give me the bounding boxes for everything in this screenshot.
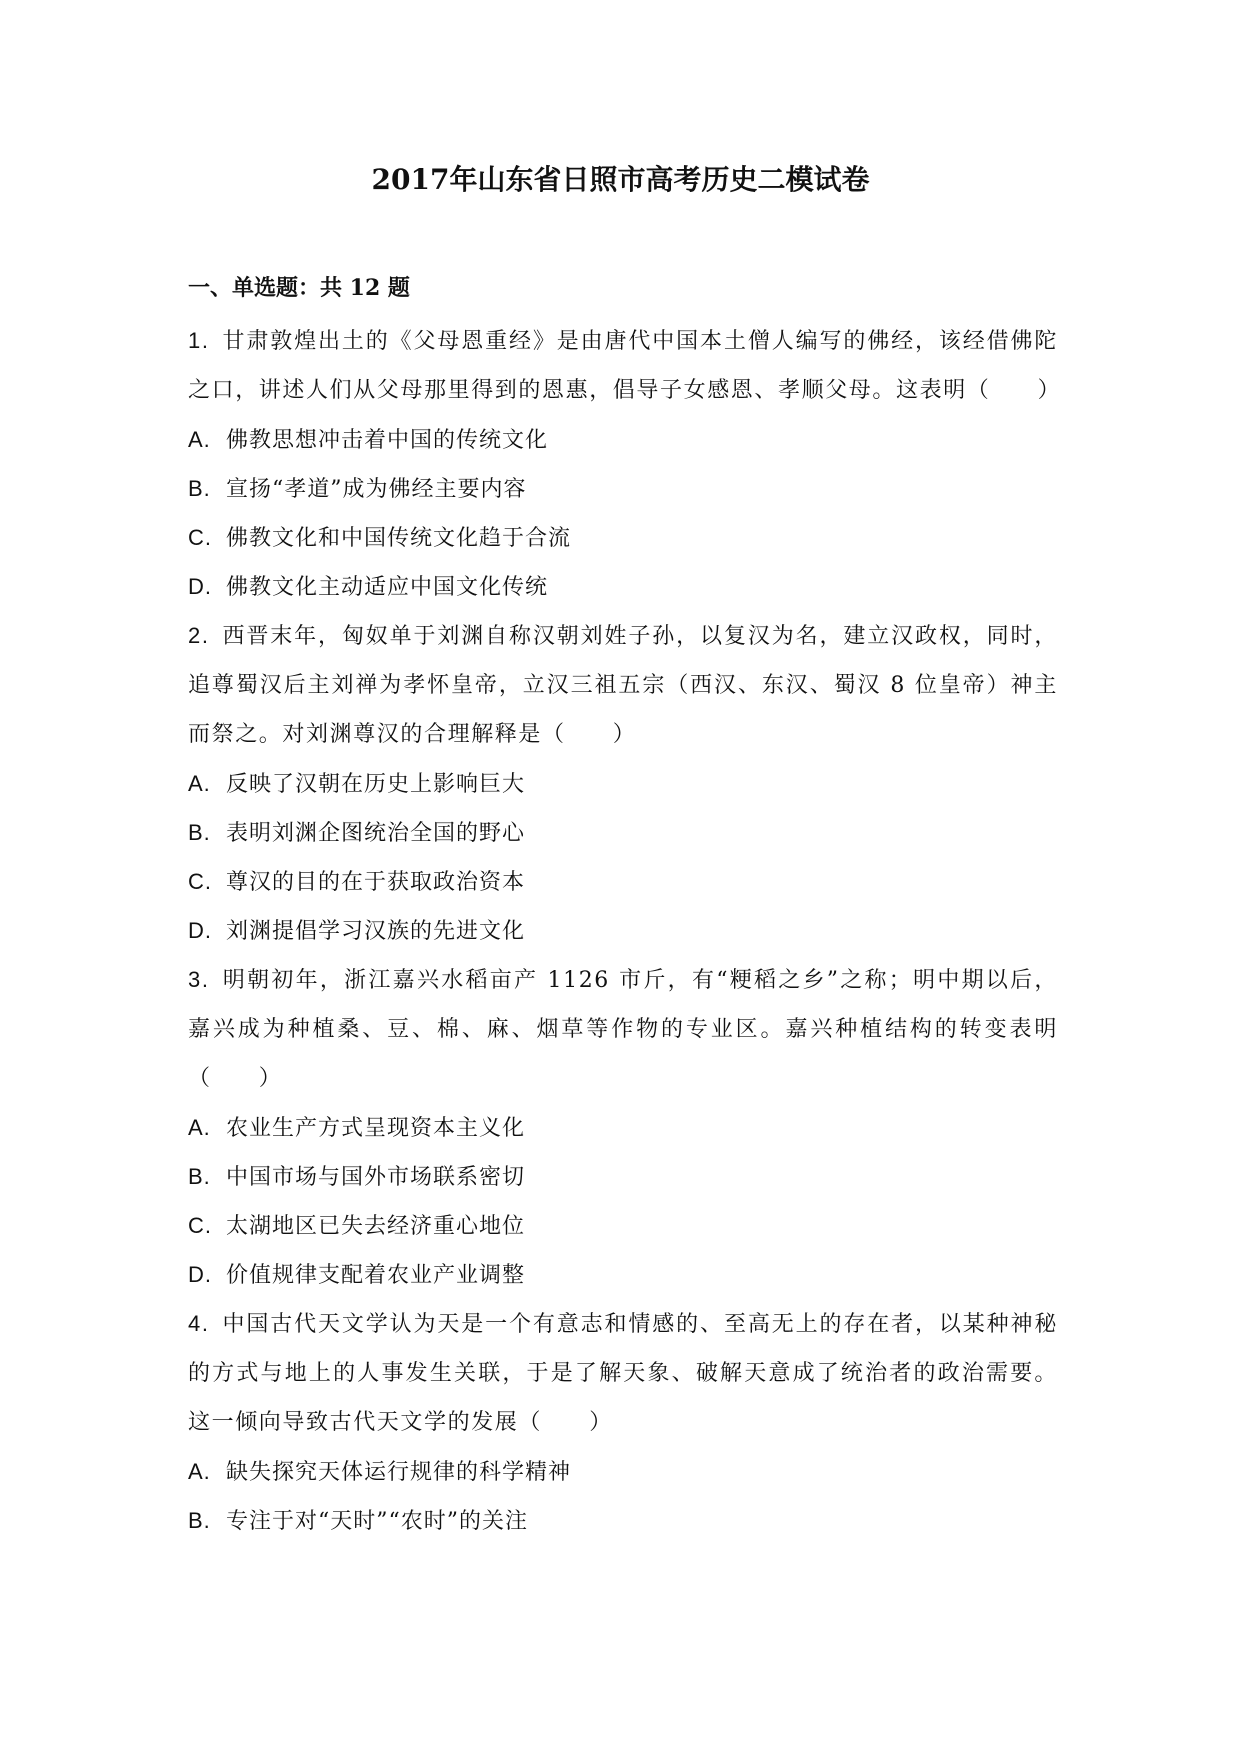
option-list — [188, 1103, 1058, 1299]
option-text: 反映了汉朝在历史上影响巨大 — [226, 772, 526, 797]
option-a[interactable] — [188, 1447, 1058, 1496]
question-text: 西晋末年，匈奴单于刘渊自称汉朝刘姓子孙，以复汉为名，建立汉政权，同时，追尊蜀汉后主刘禅为孝怀皇帝，立汉三祖五宗（西汉、东汉、蜀汉 8 位皇帝）神主而祭之。对刘渊尊汉的合理解释是（ ） — [188, 624, 1058, 747]
question-stem — [188, 955, 1058, 1103]
option-d[interactable] — [188, 906, 1058, 955]
option-letter: A. — [188, 427, 211, 452]
question-2 — [188, 611, 1058, 955]
question-number: 2. — [188, 623, 210, 648]
option-letter: B. — [188, 1508, 211, 1533]
option-b[interactable] — [188, 808, 1058, 857]
option-text: 表明刘渊企图统治全国的野心 — [226, 821, 526, 846]
option-a[interactable] — [188, 415, 1058, 464]
option-list — [188, 759, 1058, 955]
option-a[interactable] — [188, 759, 1058, 808]
option-text: 刘渊提倡学习汉族的先进文化 — [226, 919, 526, 944]
option-b[interactable] — [188, 464, 1058, 513]
option-letter: A. — [188, 1459, 211, 1484]
option-letter: A. — [188, 771, 211, 796]
question-text: 明朝初年，浙江嘉兴水稻亩产 1126 市斤，有“粳稻之乡”之称；明中期以后，嘉兴成为种植桑、豆、棉、麻、烟草等作物的专业区。嘉兴种植结构的转变表明（ ） — [188, 968, 1058, 1091]
option-letter: D. — [188, 1262, 212, 1287]
question-3 — [188, 955, 1058, 1299]
question-number: 4. — [188, 1311, 210, 1336]
option-text: 佛教文化和中国传统文化趋于合流 — [226, 526, 572, 551]
option-text: 中国市场与国外市场联系密切 — [226, 1165, 526, 1190]
option-b[interactable] — [188, 1496, 1058, 1545]
option-text: 农业生产方式呈现资本主义化 — [226, 1116, 526, 1141]
option-letter: A. — [188, 1115, 211, 1140]
option-letter: B. — [188, 476, 211, 501]
option-c[interactable] — [188, 857, 1058, 906]
question-1 — [188, 316, 1062, 611]
option-letter: B. — [188, 820, 211, 845]
option-b[interactable] — [188, 1152, 1058, 1201]
exam-title: 2017年山东省日照市高考历史二模试卷 — [371, 163, 870, 196]
option-c[interactable] — [188, 1201, 1058, 1250]
option-d[interactable] — [188, 562, 1058, 611]
question-number: 1. — [188, 328, 210, 353]
option-text: 佛教思想冲击着中国的传统文化 — [226, 428, 549, 453]
question-stem — [188, 316, 1062, 415]
exam-content — [188, 268, 1062, 1545]
option-letter: C. — [188, 869, 212, 894]
option-list — [188, 415, 1058, 611]
option-text: 价值规律支配着农业产业调整 — [226, 1263, 526, 1288]
option-text: 佛教文化主动适应中国文化传统 — [226, 575, 549, 600]
option-letter: B. — [188, 1164, 211, 1189]
question-stem — [188, 611, 1058, 759]
option-letter: D. — [188, 918, 212, 943]
option-a[interactable] — [188, 1103, 1058, 1152]
option-d[interactable] — [188, 1250, 1058, 1299]
option-text: 尊汉的目的在于获取政治资本 — [226, 870, 526, 895]
option-letter: C. — [188, 525, 212, 550]
option-c[interactable] — [188, 513, 1058, 562]
question-text: 甘肃敦煌出土的《父母恩重经》是由唐代中国本土僧人编写的佛经，该经借佛陀之口，讲述人们从父母那里得到的恩惠，倡导子女感恩、孝顺父母。这表明（ ） — [188, 329, 1062, 403]
question-stem — [188, 1299, 1058, 1447]
option-text: 太湖地区已失去经济重心地位 — [226, 1214, 526, 1239]
option-text: 缺失探究天体运行规律的科学精神 — [226, 1460, 572, 1485]
question-4 — [188, 1299, 1058, 1545]
option-letter: C. — [188, 1213, 212, 1238]
question-text: 中国古代天文学认为天是一个有意志和情感的、至高无上的存在者，以某种神秘的方式与地上的人事发生关联，于是了解天象、破解天意成了统治者的政治需要。这一倾向导致古代天文学的发展（ ） — [188, 1312, 1058, 1435]
option-list — [188, 1447, 1058, 1545]
question-number: 3. — [188, 967, 210, 992]
option-letter: D. — [188, 574, 212, 599]
option-text: 专注于对“天时”“农时”的关注 — [226, 1509, 528, 1534]
section-heading: 一、单选题：共 12 题 — [188, 275, 410, 301]
option-text: 宣扬“孝道”成为佛经主要内容 — [226, 477, 527, 502]
